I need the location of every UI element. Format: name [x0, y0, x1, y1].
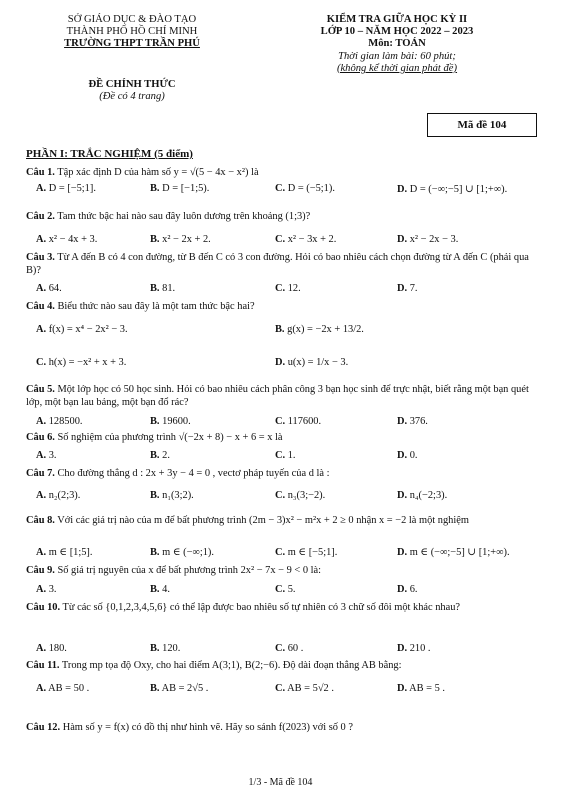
question-4 [26, 300, 541, 313]
option-text: n₃(3;−2). [287, 490, 326, 501]
option-text: x² − 2x + 2. [162, 234, 211, 245]
option-text: 81. [162, 283, 176, 294]
answer-option-a[interactable] [36, 234, 97, 245]
option-key: B. [150, 450, 160, 461]
option-text: n₄(−2;3). [409, 490, 448, 501]
option-key: C. [275, 683, 286, 694]
question-10 [26, 601, 536, 614]
official-label: ĐỀ CHÍNH THỨC [88, 79, 176, 90]
question-text: Một lớp học có 50 học sinh. Hỏi có bao nhiêu cách phân công 3 bạn học sinh để trực nhật, biết rằng một bạn quét lớp, một bạn lau bảng, một bạn đổ rác? [26, 384, 529, 408]
option-key: B. [150, 183, 160, 194]
answer-option-b[interactable] [150, 546, 214, 558]
answer-option-c[interactable] [275, 450, 296, 461]
option-text: f(x) = x⁴ − 2x² − 3. [48, 324, 128, 335]
answer-option-d[interactable] [397, 450, 418, 461]
option-key: A. [36, 324, 47, 335]
answer-option-b[interactable] [150, 450, 170, 461]
answer-option-d[interactable] [397, 683, 445, 694]
department-name: SỞ GIÁO DỤC & ĐÀO TẠO [67, 14, 197, 25]
school-name: TRƯỜNG THPT TRẦN PHÚ [64, 38, 200, 49]
option-key: C. [275, 234, 286, 245]
option-text: m ∈ [−5;1]. [287, 547, 338, 558]
answer-option-a[interactable] [36, 490, 80, 501]
subject: Môn: TOÁN [368, 38, 426, 49]
option-key: A. [36, 450, 47, 461]
option-text: g(x) = −2x + 13/2. [287, 324, 364, 335]
option-key: B. [150, 490, 160, 501]
option-key: B. [150, 234, 160, 245]
option-key: C. [275, 283, 286, 294]
answer-option-c[interactable] [275, 234, 336, 245]
answer-option-d[interactable] [397, 183, 507, 195]
option-text: AB = 50 . [48, 683, 90, 694]
answer-option-b[interactable] [150, 643, 180, 654]
question-text: Hàm số y = f(x) có đồ thị như hình vẽ. Hãy so sánh f(2023) với số 0 ? [62, 722, 353, 733]
question-text: Số giá trị nguyên của x để bất phương trình 2x² − 7x − 9 < 0 là: [57, 565, 322, 576]
answer-option-d[interactable] [397, 584, 418, 595]
question-12 [26, 721, 541, 734]
question-label: Câu 2. [26, 211, 55, 222]
answer-option-c[interactable] [275, 546, 337, 558]
question-label: Câu 3. [26, 252, 55, 263]
question-label: Câu 8. [26, 515, 55, 526]
section-title: PHẦN I: TRẮC NGHIỆM (5 điểm) [26, 148, 193, 160]
option-key: D. [397, 450, 408, 461]
option-key: D. [397, 683, 408, 694]
answer-option-a[interactable] [36, 416, 83, 427]
answer-option-d[interactable] [397, 490, 447, 501]
option-text: D = (−∞;−5] ∪ [1;+∞). [409, 184, 508, 195]
option-text: 120. [162, 643, 181, 654]
answer-option-c[interactable] [275, 283, 301, 294]
option-key: C. [275, 183, 286, 194]
option-key: C. [275, 416, 286, 427]
exam-time-note: (không kể thời gian phát đề) [336, 63, 458, 74]
question-text: Số nghiệm của phương trình √(−2x + 8) − x + 6 = x là [57, 432, 283, 443]
option-text: h(x) = −x² + x + 3. [48, 357, 127, 368]
option-key: B. [150, 416, 160, 427]
option-key: A. [36, 416, 47, 427]
answer-option-c[interactable] [275, 183, 335, 194]
option-key: A. [36, 584, 47, 595]
option-text: 6. [409, 584, 418, 595]
question-5 [26, 383, 536, 409]
answer-option-c[interactable] [275, 416, 321, 427]
option-text: AB = 5√2 . [287, 683, 334, 694]
answer-option-c[interactable] [36, 357, 126, 368]
option-text: 117600. [287, 416, 322, 427]
option-text: u(x) = 1/x − 3. [287, 357, 349, 368]
answer-option-d[interactable] [397, 643, 431, 654]
question-7 [26, 467, 541, 480]
option-key: A. [36, 283, 47, 294]
option-text: 3. [48, 584, 57, 595]
question-label: Câu 5. [26, 384, 55, 395]
question-text: Từ A đến B có 4 con đường, từ B đến C có 3 con đường. Hỏi có bao nhiêu cách chọn đường từ A đến C (phải qua B)? [26, 252, 529, 276]
option-text: 128500. [48, 416, 83, 427]
option-text: 180. [48, 643, 67, 654]
option-text: AB = 2√5 . [161, 683, 209, 694]
page-footer: 1/3 - Mã đề 104 [248, 777, 313, 788]
answer-option-d[interactable] [397, 416, 428, 427]
question-3 [26, 251, 536, 277]
option-text: 19600. [162, 416, 191, 427]
answer-option-a[interactable] [36, 450, 57, 461]
option-key: D. [397, 234, 408, 245]
question-text: Tam thức bậc hai nào sau đây luôn dương trên khoảng (1;3)? [57, 211, 311, 222]
option-text: 2. [162, 450, 170, 461]
answer-option-b[interactable] [150, 416, 191, 427]
question-label: Câu 4. [26, 301, 55, 312]
question-label: Câu 7. [26, 468, 55, 479]
question-label: Câu 12. [26, 722, 61, 733]
option-key: A. [36, 234, 47, 245]
answer-option-a[interactable] [36, 584, 57, 595]
option-text: 3. [48, 450, 57, 461]
answer-option-b[interactable] [150, 183, 209, 194]
question-8 [26, 514, 546, 527]
question-text: Với các giá trị nào của m để bất phương trình (2m − 3)x² − m²x + 2 ≥ 0 nhận x = −2 là một nghiệm [57, 515, 469, 526]
option-text: D = [−1;5). [162, 183, 210, 194]
city-name: THÀNH PHỐ HỒ CHÍ MINH [66, 26, 198, 37]
exam-time: Thời gian làm bài: 60 phút; [338, 51, 456, 62]
question-label: Câu 6. [26, 432, 55, 443]
answer-option-a[interactable] [36, 324, 128, 335]
answer-option-a[interactable] [36, 546, 92, 558]
question-text: Biểu thức nào sau đây là một tam thức bậc hai? [57, 301, 255, 312]
option-text: 60 . [287, 643, 304, 654]
option-text: x² − 4x + 3. [48, 234, 98, 245]
option-key: D. [397, 584, 408, 595]
option-key: D. [397, 184, 408, 195]
question-text: Cho đường thẳng d : 2x + 3y − 4 = 0 , vectơ pháp tuyến của d là : [57, 468, 330, 479]
option-key: B. [150, 683, 160, 694]
answer-option-b[interactable] [150, 584, 170, 595]
answer-option-b[interactable] [150, 283, 175, 294]
option-key: D. [397, 490, 408, 501]
option-key: A. [36, 683, 47, 694]
answer-option-d[interactable] [397, 234, 458, 245]
option-key: C. [275, 450, 286, 461]
option-key: A. [36, 547, 47, 558]
option-text: 64. [48, 283, 62, 294]
question-text: Từ các số {0,1,2,3,4,5,6} có thể lập được bao nhiêu số tự nhiên có 3 chữ số đôi một khác nhau? [62, 602, 461, 613]
option-key: D. [397, 283, 408, 294]
question-1 [26, 166, 541, 179]
option-text: m ∈ [1;5]. [48, 547, 93, 558]
question-label: Câu 11. [26, 660, 60, 671]
answer-option-b[interactable] [150, 234, 211, 245]
question-text: Tập xác định D của hàm số y = √(5 − 4x − x²) là [57, 167, 259, 178]
grade-year: LỚP 10 – NĂM HỌC 2022 – 2023 [320, 26, 474, 37]
exam-code-box [427, 113, 537, 137]
option-text: AB = 5 . [409, 683, 446, 694]
option-key: B. [150, 283, 160, 294]
option-text: 0. [409, 450, 418, 461]
exam-code: Mã đề 104 [457, 119, 507, 131]
option-key: C. [275, 490, 286, 501]
option-key: B. [150, 547, 160, 558]
option-key: A. [36, 183, 47, 194]
option-text: 7. [409, 283, 418, 294]
option-key: B. [150, 643, 160, 654]
option-key: D. [397, 643, 408, 654]
question-2 [26, 210, 541, 223]
option-key: C. [275, 643, 286, 654]
option-key: D. [397, 416, 408, 427]
answer-option-a[interactable] [36, 183, 96, 194]
option-key: A. [36, 643, 47, 654]
question-label: Câu 10. [26, 602, 61, 613]
answer-option-b[interactable] [150, 683, 208, 694]
question-11 [26, 659, 541, 672]
answer-option-a[interactable] [36, 683, 89, 694]
option-key: C. [275, 584, 286, 595]
option-key: C. [36, 357, 47, 368]
option-text: n₂(2;3). [48, 490, 81, 501]
answer-option-d[interactable] [275, 357, 348, 368]
option-key: B. [150, 584, 160, 595]
option-key: D. [397, 547, 408, 558]
answer-option-c[interactable] [275, 584, 296, 595]
answer-option-d[interactable] [397, 283, 418, 294]
question-6 [26, 431, 541, 444]
pages-note: (Đề có 4 trang) [99, 91, 165, 102]
option-key: A. [36, 490, 47, 501]
option-text: m ∈ (−∞;−5] ∪ [1;+∞). [409, 547, 510, 558]
question-label: Câu 9. [26, 565, 55, 576]
answer-option-d[interactable] [397, 546, 510, 558]
answer-option-a[interactable] [36, 643, 67, 654]
option-text: 376. [409, 416, 428, 427]
answer-option-c[interactable] [275, 683, 334, 694]
answer-option-a[interactable] [36, 283, 62, 294]
question-label: Câu 1. [26, 167, 55, 178]
exam-title: KIỂM TRA GIỮA HỌC KỲ II [326, 14, 468, 25]
option-text: 210 . [409, 643, 431, 654]
option-key: C. [275, 547, 286, 558]
option-text: 1. [287, 450, 296, 461]
option-text: D = [−5;1]. [48, 183, 96, 194]
option-text: x² − 2x − 3. [409, 234, 459, 245]
answer-option-c[interactable] [275, 490, 325, 501]
option-text: n₁(3;2). [162, 490, 194, 501]
answer-option-b[interactable] [150, 490, 194, 501]
option-text: D = (−5;1). [287, 183, 335, 194]
option-text: 4. [162, 584, 170, 595]
option-text: 12. [287, 283, 301, 294]
option-text: x² − 3x + 2. [287, 234, 337, 245]
option-key: B. [275, 324, 285, 335]
answer-option-c[interactable] [275, 643, 303, 654]
option-text: 5. [287, 584, 296, 595]
option-text: m ∈ (−∞;1). [162, 547, 214, 558]
answer-option-b[interactable] [275, 324, 364, 335]
option-key: D. [275, 357, 286, 368]
question-9 [26, 564, 541, 577]
question-text: Trong mp tọa độ Oxy, cho hai điểm A(3;1), B(2;−6). Độ dài đoạn thẳng AB bằng: [61, 660, 402, 671]
